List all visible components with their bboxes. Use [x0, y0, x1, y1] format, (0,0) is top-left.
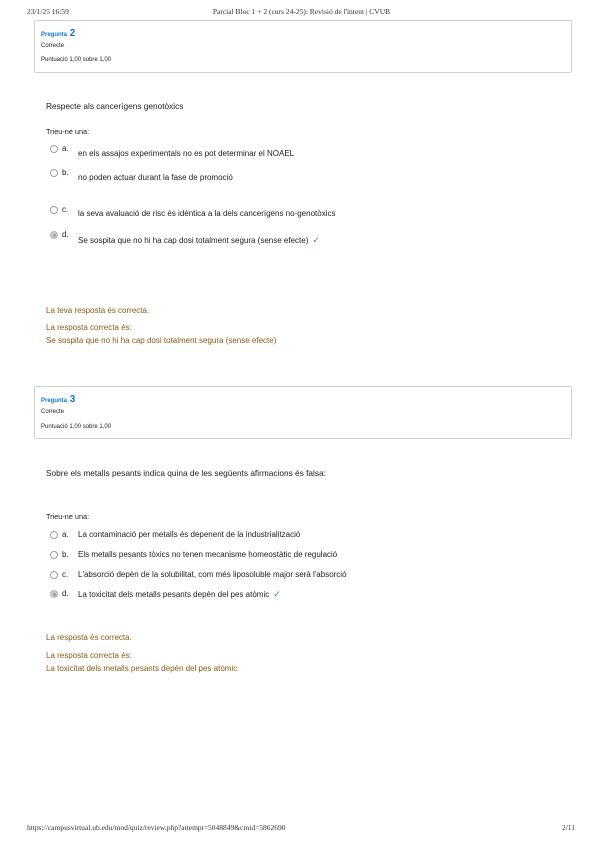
- radio-icon[interactable]: [50, 206, 58, 214]
- right-answer: La toxicitat dels metalls pesants depèn del pes atòmic: [46, 664, 238, 673]
- check-icon: ✓: [312, 235, 320, 245]
- option-letter: d.: [62, 230, 69, 239]
- question-text: Respecte als cancerígens genotòxics: [46, 101, 184, 111]
- radio-icon[interactable]: [50, 531, 58, 539]
- question-info-box: [34, 386, 572, 439]
- option-text: en els assajos experimentals no es pot determinar el NOAEL: [78, 149, 295, 158]
- radio-icon[interactable]: [50, 551, 58, 559]
- radio-icon[interactable]: [50, 590, 58, 598]
- question-label: Pregunta: [41, 32, 68, 38]
- question-number-value: 2: [69, 28, 76, 39]
- check-icon: ✓: [273, 589, 281, 599]
- question-grade: Puntuació 1,00 sobre 1,00: [41, 57, 112, 63]
- radio-icon[interactable]: [50, 145, 58, 153]
- question-grade: Puntuació 1,00 sobre 1,00: [41, 424, 112, 430]
- print-page-number: 2/11: [561, 823, 575, 832]
- question-number-value: 3: [69, 394, 76, 405]
- print-title: Parcial Bloc 1 + 2 (curs 24-25): Revisió de l'intent | CVUB: [212, 7, 391, 16]
- question-info-box: [34, 20, 572, 73]
- radio-icon[interactable]: [50, 231, 58, 239]
- print-url: https://campusvirtual.ub.edu/mod/quiz/review.php?attempt=5048849&cmid=5862690: [27, 823, 286, 832]
- option-text: La toxicitat dels metalls pesants depèn del pes atòmic: [78, 590, 270, 599]
- question-state: Correcte: [41, 409, 65, 415]
- option-text: Els metalls pesants tòxics no tenen mecanisme homeostàtic de regulació: [78, 550, 338, 559]
- right-answer-label: La resposta correcta és:: [46, 651, 132, 660]
- question-state: Correcte: [41, 43, 65, 49]
- option-text: Se sospita que no hi ha cap dosi totalment segura (sense efecte): [78, 236, 309, 245]
- option-letter: a.: [62, 144, 69, 153]
- option-letter: d.: [62, 589, 69, 598]
- answer-prompt: Trieu-ne una:: [46, 127, 90, 136]
- question-number: [41, 394, 75, 405]
- radio-icon[interactable]: [50, 571, 58, 579]
- right-answer: Se sospita que no hi ha cap dosi totalment segura (sense efecte): [46, 336, 277, 345]
- print-datetime: 23/1/25 16:59: [27, 7, 69, 16]
- answer-prompt: Trieu-ne una:: [46, 512, 90, 521]
- option-letter: c.: [62, 570, 69, 579]
- radio-icon[interactable]: [50, 169, 58, 177]
- option-letter: b.: [62, 168, 69, 177]
- question-number: [41, 28, 75, 39]
- option-letter: c.: [62, 205, 69, 214]
- option-text: no poden actuar durant la fase de promoció: [78, 173, 233, 182]
- feedback-text: La teva resposta és correcta.: [46, 306, 150, 315]
- question-text: Sobre els metalls pesants indica quina de les següents afirmacions és falsa:: [46, 468, 326, 478]
- option-text: La contaminació per metalls és depenent de la industrialització: [78, 530, 301, 539]
- question-label: Pregunta: [41, 398, 68, 404]
- right-answer-label: La resposta correcta és:: [46, 323, 132, 332]
- option-letter: a.: [62, 530, 69, 539]
- option-letter: b.: [62, 550, 69, 559]
- feedback-text: La resposta és correcta.: [46, 633, 132, 642]
- option-text: la seva avaluació de risc és idèntica a la dels cancerígens no-genotòxics: [78, 209, 336, 218]
- option-text: L'absorció depèn de la solubilitat, com més liposoluble major serà l'absorció: [78, 570, 347, 579]
